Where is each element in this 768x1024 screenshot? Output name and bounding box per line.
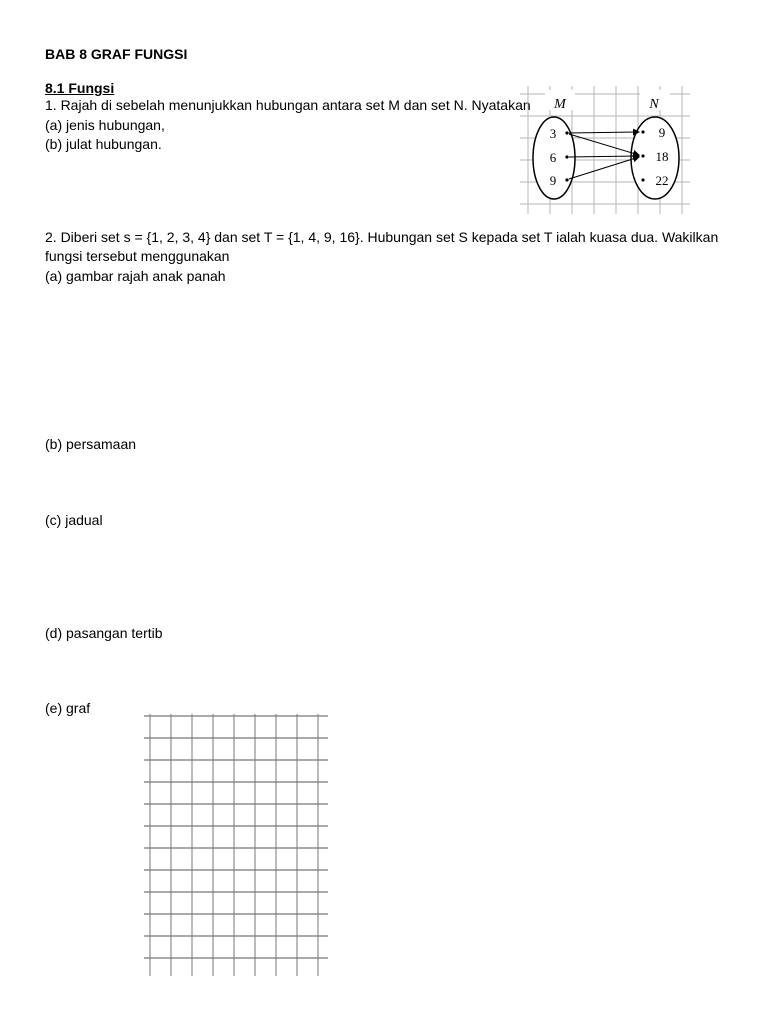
arrow-diagram <box>520 86 690 214</box>
grid-horizontal-lines <box>144 716 328 958</box>
question-1-part-b: (b) julat hubungan. <box>45 136 162 152</box>
section-title: 8.1 Fungsi <box>45 80 115 96</box>
set-m-label: M <box>554 97 566 112</box>
question-1-text: 1. Rajah di sebelah menunjukkan hubungan antara set M dan set N. Nyatakan <box>45 97 531 113</box>
set-m-element: 6 <box>549 150 557 165</box>
set-m-element: 9 <box>549 173 557 188</box>
set-n-point <box>641 130 644 133</box>
set-m-element: 3 <box>549 126 557 141</box>
question-2-part-c: (c) jadual <box>45 512 103 528</box>
question-1-part-a: (a) jenis hubungan, <box>45 117 165 133</box>
set-n-label: N <box>649 97 659 112</box>
question-2-part-d: (d) pasangan tertib <box>45 625 163 641</box>
grid-vertical-lines <box>150 714 318 976</box>
question-2-text-cont: fungsi tersebut menggunakan <box>45 248 230 264</box>
set-n-element: 18 <box>655 149 669 164</box>
set-m-point <box>565 178 568 181</box>
set-n-point <box>641 154 644 157</box>
question-2-part-b: (b) persamaan <box>45 436 137 452</box>
arrow-6-to-18 <box>569 156 639 157</box>
question-2-part-e: (e) graf <box>45 700 91 716</box>
set-m-point <box>565 131 568 134</box>
arrow-3-to-18 <box>569 134 639 155</box>
question-2-part-a: (a) gambar rajah anak panah <box>45 268 226 284</box>
answer-graph-grid <box>144 714 328 976</box>
set-n-element: 9 <box>658 125 666 140</box>
chapter-title: BAB 8 GRAF FUNGSI <box>45 46 188 62</box>
question-2-text: 2. Diberi set s = {1, 2, 3, 4} dan set T = {1, 4, 9, 16}. Hubungan set S kepada set T ialah kuasa dua. Wakilkan <box>45 229 719 245</box>
set-n-element: 22 <box>655 173 669 188</box>
set-n-point <box>641 178 644 181</box>
arrow-3-to-9 <box>569 132 639 133</box>
set-m-point <box>565 155 568 158</box>
